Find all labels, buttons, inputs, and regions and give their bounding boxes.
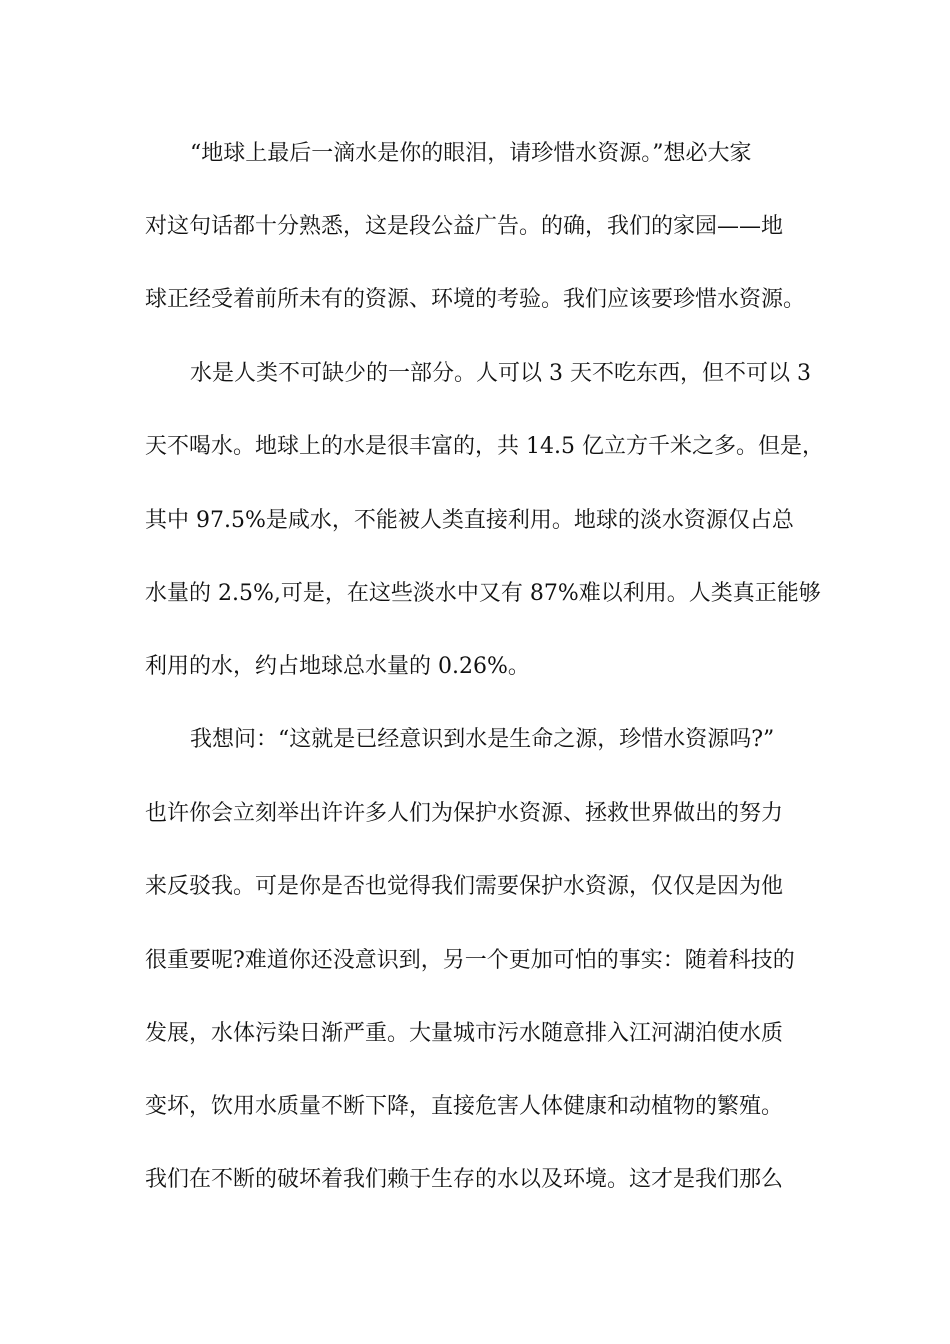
paragraph-3-line-5: 发展，水体污染日渐严重。大量城市污水随意排入江河湖泊使水质: [145, 1021, 784, 1046]
paragraph-2-line-2: 天不喝水。地球上的水是很丰富的，共 14.5 亿立方千米之多。但是，: [145, 434, 824, 459]
paragraph-1-line-3: 球正经受着前所未有的资源、环境的考验。我们应该要珍惜水资源。: [145, 287, 806, 312]
paragraph-3-line-1: 我想问：“这就是已经意识到水是生命之源，珍惜水资源吗?”: [190, 727, 775, 752]
paragraph-1-line-2: 对这句话都十分熟悉，这是段公益广告。的确，我们的家园——地: [145, 214, 784, 239]
paragraph-1-line-1: “地球上最后一滴水是你的眼泪，请珍惜水资源。”想必大家: [190, 141, 752, 166]
paragraph-3-line-2: 也许你会立刻举出许许多人们为保护水资源、拯救世界做出的努力: [145, 801, 784, 826]
paragraph-3-line-6: 变坏，饮用水质量不断下降，直接危害人体健康和动植物的繁殖。: [145, 1094, 784, 1119]
paragraph-3-line-4: 很重要呢?难道你还没意识到，另一个更加可怕的事实：随着科技的: [145, 948, 795, 973]
paragraph-3-line-7: 我们在不断的破坏着我们赖于生存的水以及环境。这才是我们那么: [145, 1167, 784, 1192]
paragraph-3-line-3: 来反驳我。可是你是否也觉得我们需要保护水资源，仅仅是因为他: [145, 874, 784, 899]
paragraph-2-line-5: 利用的水，约占地球总水量的 0.26%。: [145, 654, 530, 679]
paragraph-2-line-3: 其中 97.5%是咸水，不能被人类直接利用。地球的淡水资源仅占总: [145, 508, 794, 533]
paragraph-2-line-4: 水量的 2.5%,可是，在这些淡水中又有 87%难以利用。人类真正能够: [145, 581, 821, 606]
paragraph-2-line-1: 水是人类不可缺少的一部分。人可以 3 天不吃东西，但不可以 3: [190, 361, 811, 386]
